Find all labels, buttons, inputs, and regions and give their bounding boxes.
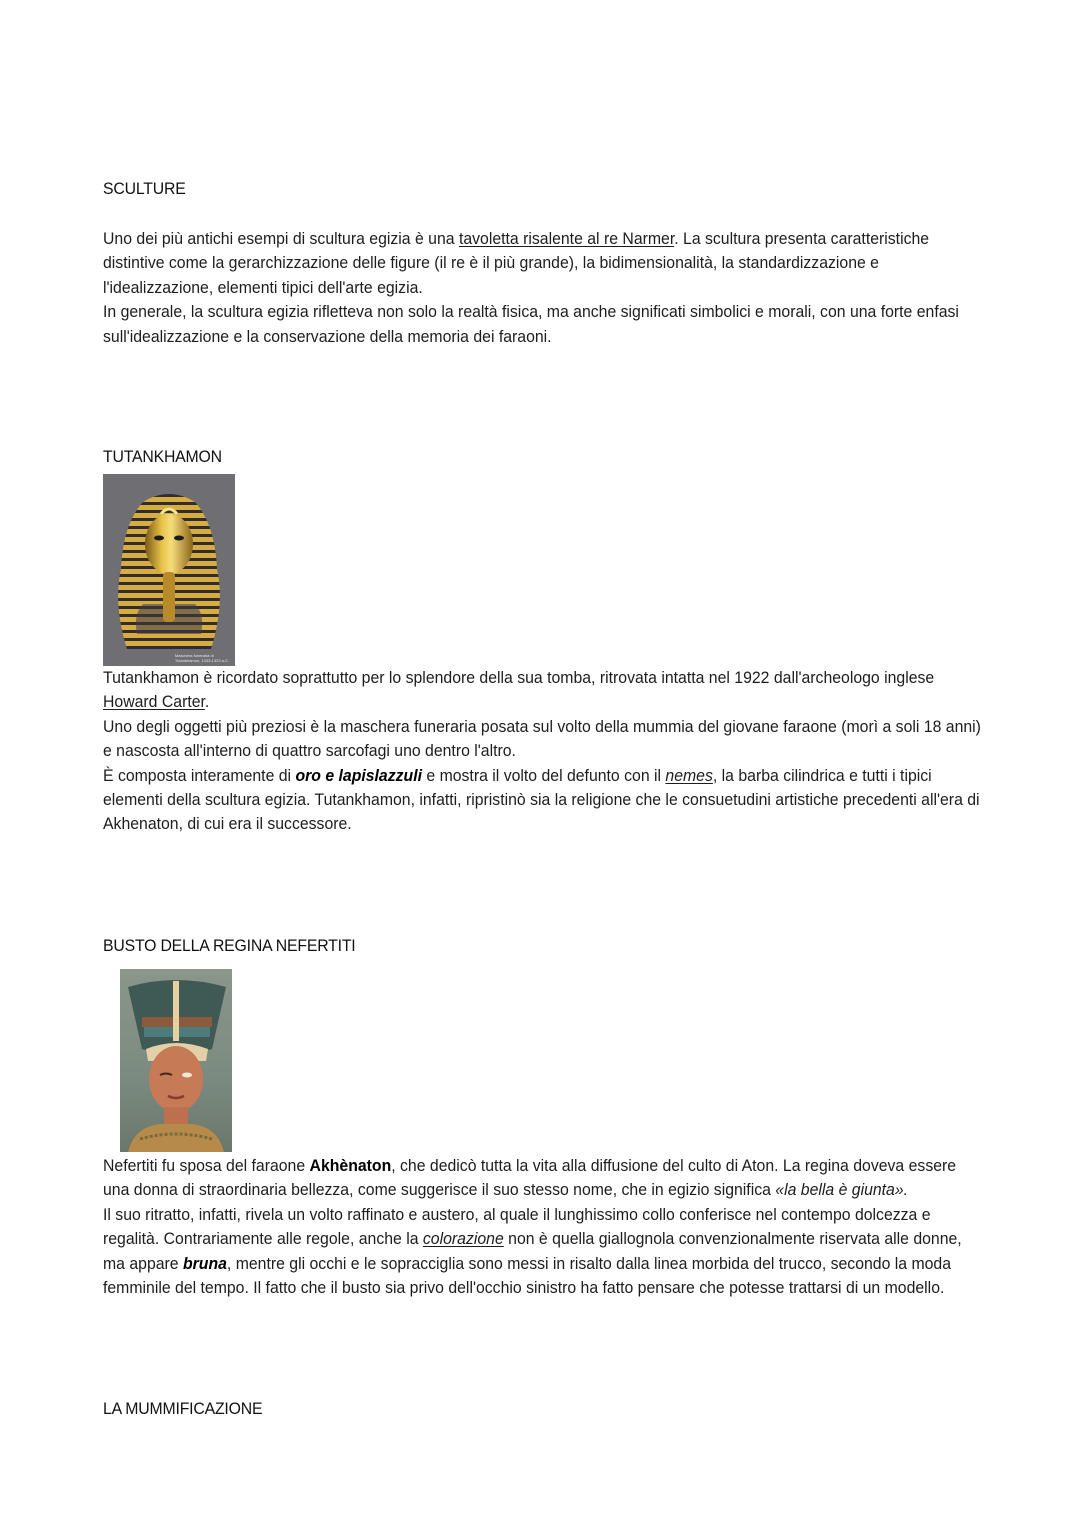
text-run: , che dedicò tutta la vita alla diffusione del culto di Aton. La regina doveva essere una donna di straordinaria bellezza, come suggerisce il suo stesso nome, che in egizio significa <box>103 1156 957 1200</box>
tutankhamon-body <box>103 666 982 837</box>
tutankhamon-mask-image <box>103 474 235 666</box>
narmer-link: tavoletta risalente al re Narmer <box>458 229 675 248</box>
akhenaton-name: Akhènaton <box>309 1156 392 1175</box>
sculture-paragraph-2: In generale, la scultura egizia rifletteva non solo la realtà fisica, ma anche significati simbolici e morali, con una forte enfasi sull'idealizzazione e la conservazione della memoria dei faraoni. <box>103 302 959 346</box>
nemes-term: nemes <box>665 765 713 785</box>
text-run: e mostra il volto del defunto con il <box>421 765 666 785</box>
nefertiti-paragraph-1 <box>103 1154 982 1203</box>
section-heading-tutankhamon: TUTANKHAMON <box>103 447 222 466</box>
caption-line: Maschera funeraria di <box>174 653 214 658</box>
text-run: non è quella giallognola convenzionalmente riservata alle donne, ma appare <box>103 1229 962 1273</box>
text-run: Tutankhamon è ricordato soprattutto per lo splendore della sua tomba, ritrovata intatta nel 1922 dall'archeologo inglese <box>103 668 935 687</box>
text-run: Il suo ritratto, infatti, rivela un volto raffinato e austero, al quale il lunghissimo collo conferisce nel contempo dolcezza e regalità. Contrariamente alle regole, anche la <box>103 1204 931 1249</box>
nefertiti-body <box>103 1154 982 1300</box>
name-meaning-quote: «la bella è giunta». <box>775 1180 909 1200</box>
text-run: . La scultura presenta caratteristiche distintive come la gerarchizzazione delle figure (il re è il più grande), la bidimensionalità, la standardizzazione e l'idealizzazione, elementi tipici dell'arte egizia. <box>103 229 930 297</box>
section-heading-nefertiti: BUSTO DELLA REGINA NEFERTITI <box>103 936 356 955</box>
text-run: Nefertiti fu sposa del faraone <box>103 1156 310 1175</box>
text-run: , la barba cilindrica e tutti i tipici elementi della scultura egizia. Tutankhamon, infatti, ripristinò sia la religione che le consuetudini artistiche precedenti all'era di Akhenaton, di cui era il successore. <box>103 765 980 834</box>
tutankhamon-paragraph-3 <box>103 764 982 837</box>
tutankhamon-paragraph-2: Uno degli oggetti più preziosi è la maschera funeraria posata sul volto della mummia del giovane faraone (morì a soli 18 anni) e nascosta all'interno di quattro sarcofagi uno dentro l'altro. <box>103 716 981 761</box>
materials-emphasis: oro e lapislazzuli <box>295 765 422 785</box>
caption-line: Tutankhamon, 1333-1323 a.C. <box>174 658 229 663</box>
howard-carter-link: Howard Carter <box>103 692 205 712</box>
section-heading-mummificazione: LA MUMMIFICAZIONE <box>103 1399 263 1418</box>
bust-illustration <box>120 969 232 1152</box>
sculture-paragraph-1 <box>103 227 982 300</box>
nefertiti-paragraph-2 <box>103 1203 982 1301</box>
text-run: . <box>204 692 210 712</box>
image-caption <box>175 653 229 663</box>
text-run: , mentre gli occhi e le sopracciglia sono messi in risalto dalla linea morbida del trucco, secondo la moda femminile del tempo. Il fatto che il busto sia privo dell'occhio sinistro ha fatto pensare che potesse trattarsi di un modello. <box>103 1253 952 1298</box>
text-run: È composta interamente di <box>103 765 296 785</box>
section-heading-sculture: SCULTURE <box>103 179 186 198</box>
colorazione-term: colorazione <box>422 1229 504 1249</box>
sculture-body <box>103 227 982 349</box>
golden-mask-illustration <box>103 474 235 666</box>
tutankhamon-paragraph-1 <box>103 666 982 715</box>
bruna-emphasis: bruna <box>182 1253 227 1273</box>
text-run: Uno dei più antichi esempi di scultura egizia è una <box>103 229 459 248</box>
nefertiti-bust-image <box>120 969 232 1152</box>
